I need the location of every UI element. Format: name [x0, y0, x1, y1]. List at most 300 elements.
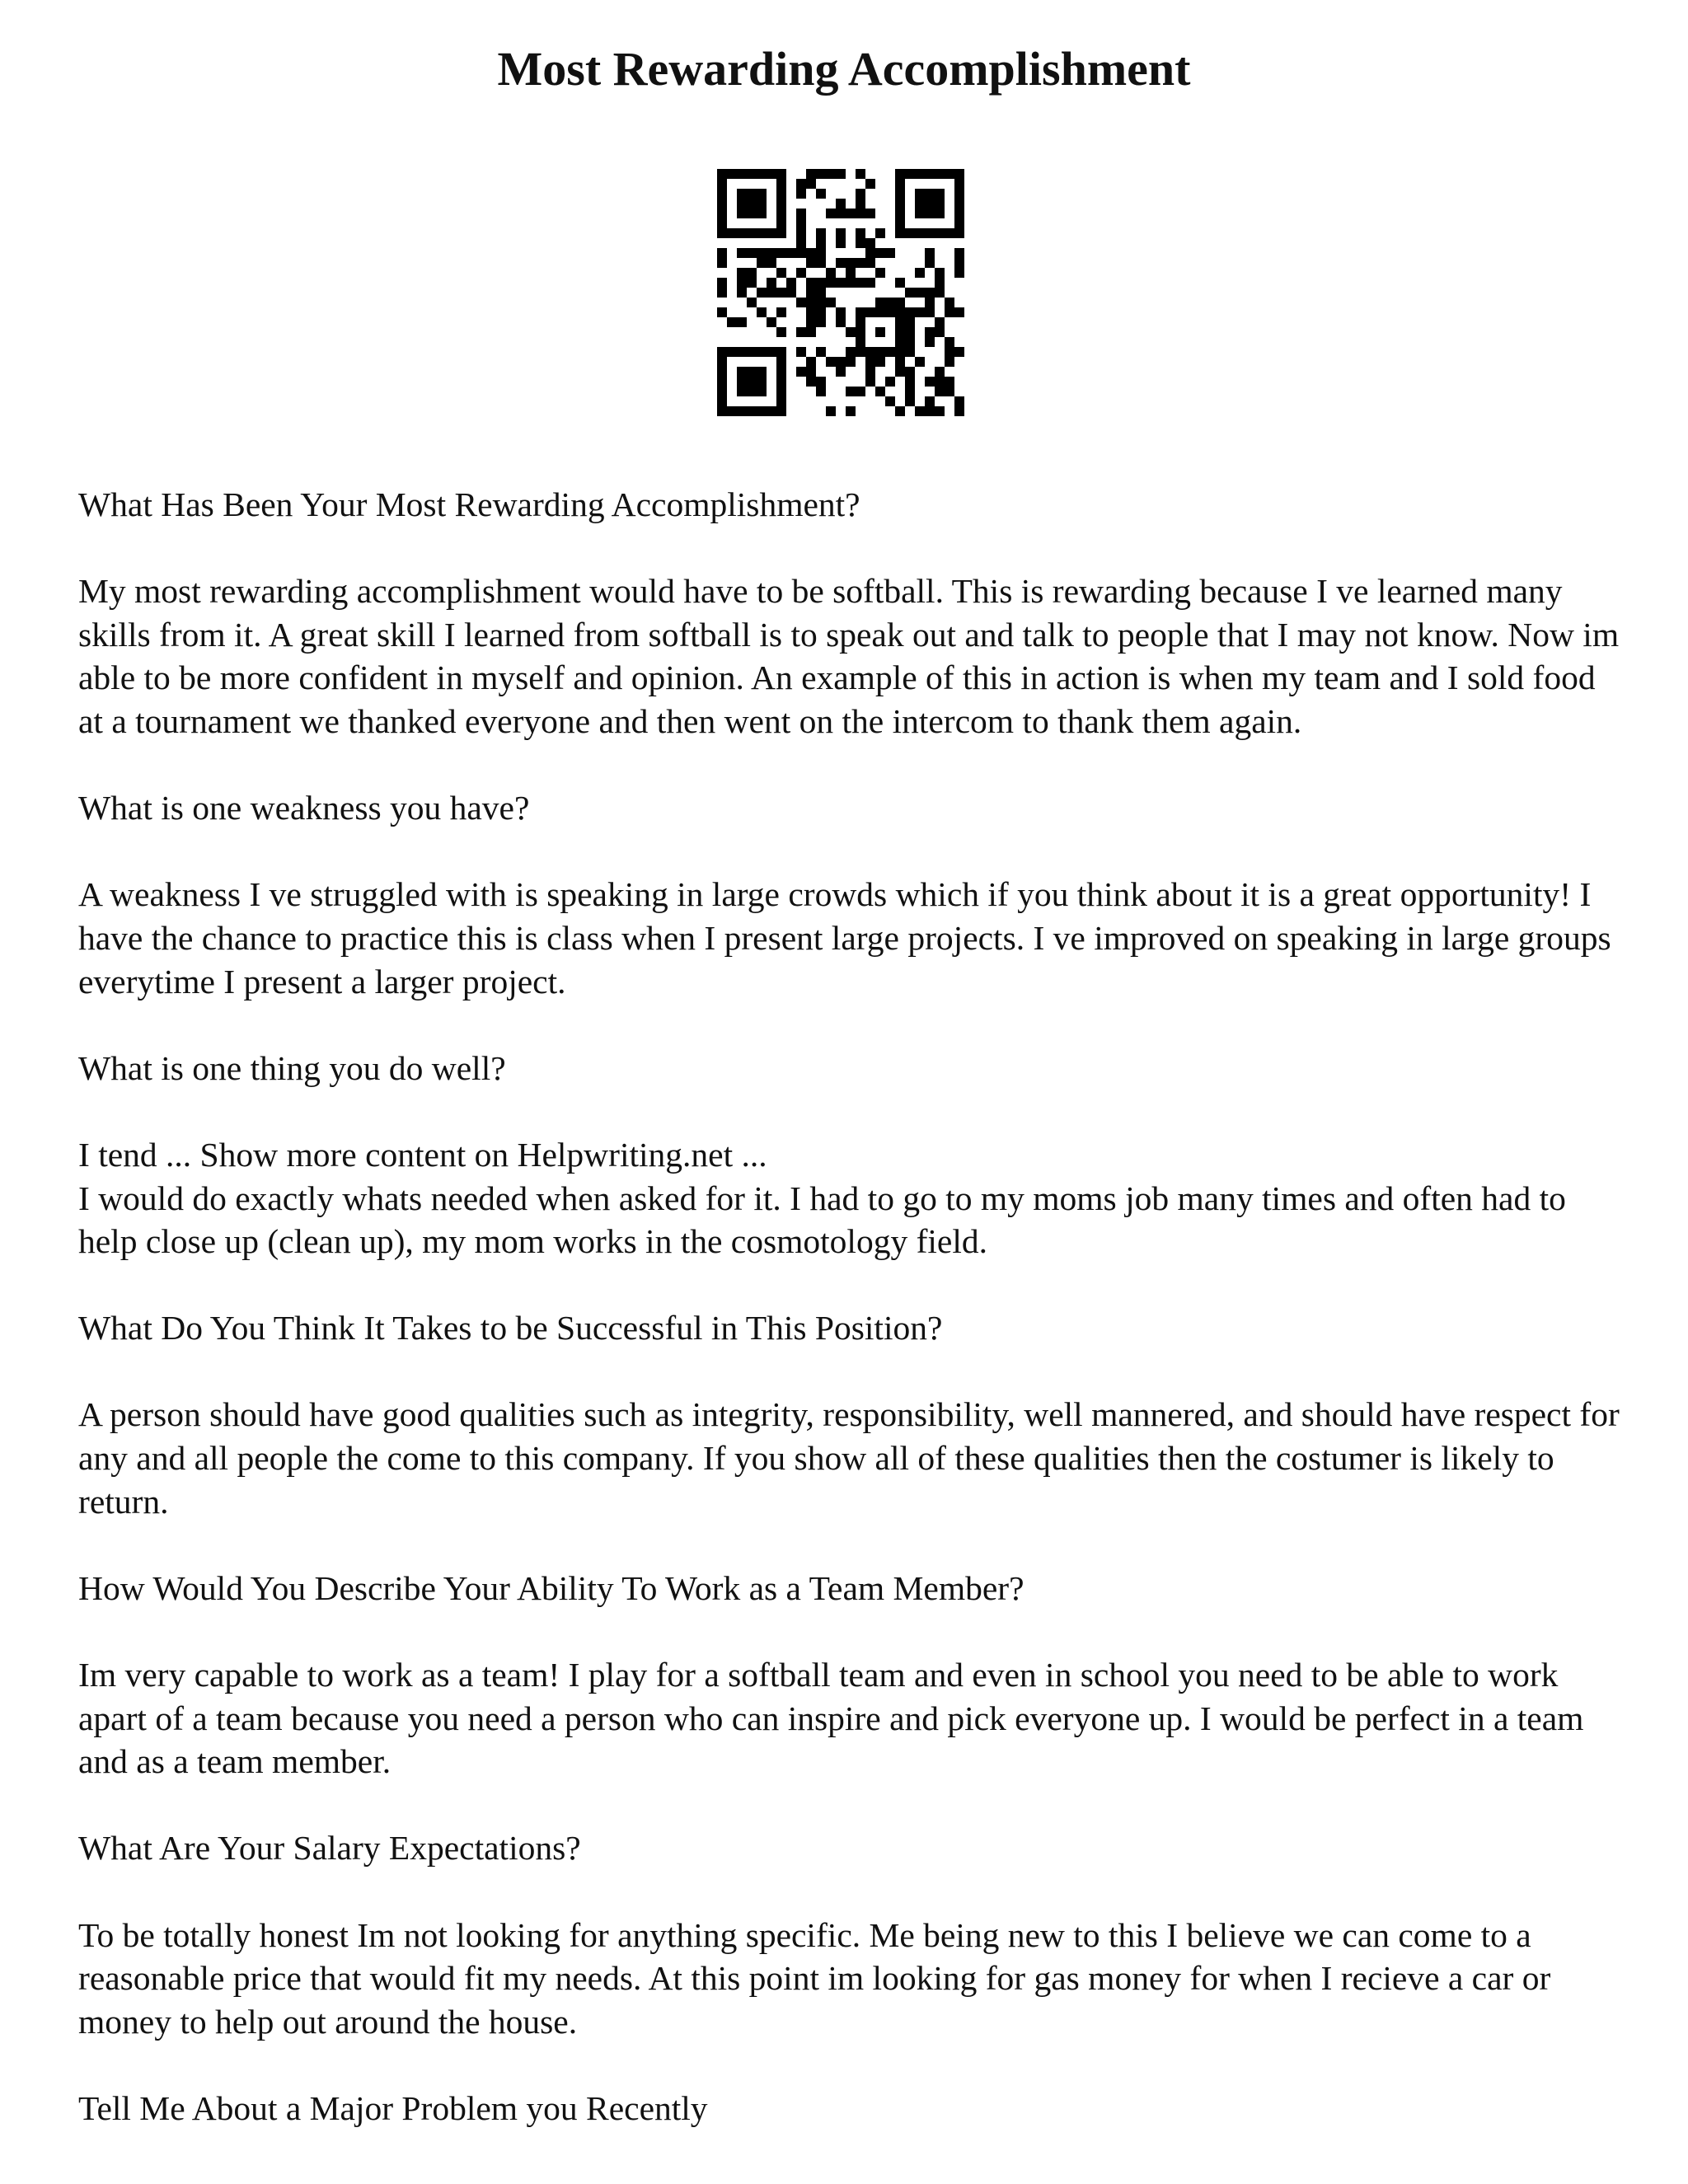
qr-module	[945, 228, 954, 238]
qr-module	[945, 307, 954, 317]
qr-module	[945, 357, 954, 367]
qr-module	[816, 238, 826, 248]
qr-module	[717, 248, 727, 258]
qr-module	[776, 347, 786, 357]
qr-module	[776, 199, 786, 209]
qr-module	[806, 377, 816, 387]
qr-module	[776, 248, 786, 258]
qr-module	[717, 406, 727, 416]
qr-module	[925, 406, 935, 416]
qr-module	[717, 347, 727, 357]
qr-module	[757, 248, 767, 258]
qr-module	[865, 209, 875, 218]
qr-module	[935, 406, 945, 416]
qr-module	[895, 209, 905, 218]
qr-module	[727, 228, 737, 238]
qr-module	[846, 209, 856, 218]
qr-module	[846, 327, 856, 337]
qr-module	[915, 288, 925, 298]
qr-module	[747, 347, 757, 357]
qr-module	[925, 396, 935, 406]
qr-module	[865, 179, 875, 189]
qr-module	[905, 377, 915, 387]
qr-module	[935, 268, 945, 278]
qr-module	[737, 288, 747, 298]
qr-module	[796, 179, 806, 189]
qr-module	[905, 367, 915, 377]
qr-module	[905, 327, 915, 337]
qr-module	[717, 377, 727, 387]
qr-module	[875, 327, 885, 337]
qr-module	[954, 228, 964, 238]
answer-3: I would do exactly whats needed when asked for it. I had to go to my moms job many times and often had to help close up (clean up), my mom works in the cosmotology field.	[78, 1179, 1566, 1261]
qr-module	[747, 248, 757, 258]
qr-module	[776, 387, 786, 396]
qr-module	[776, 307, 786, 317]
qr-module	[846, 258, 856, 268]
qr-module	[717, 169, 727, 179]
qr-module	[905, 317, 915, 327]
qr-module	[717, 228, 727, 238]
qr-module	[757, 209, 767, 218]
qr-module	[885, 377, 895, 387]
qr-module	[767, 228, 776, 238]
qr-module	[826, 298, 836, 307]
qr-module	[915, 268, 925, 278]
document-title: Most Rewarding Accomplishment	[497, 42, 1191, 96]
qr-module	[895, 298, 905, 307]
qr-module	[846, 268, 856, 278]
qr-module	[776, 288, 786, 298]
qr-module	[796, 268, 806, 278]
qr-module	[935, 288, 945, 298]
qr-module	[846, 347, 856, 357]
qr-module	[895, 278, 905, 288]
qr-module	[905, 337, 915, 347]
qr-module	[856, 238, 865, 248]
qr-module	[945, 387, 954, 396]
qr-module	[737, 406, 747, 416]
qr-module	[935, 169, 945, 179]
qr-module	[954, 396, 964, 406]
qr-module	[935, 387, 945, 396]
qr-module	[875, 248, 885, 258]
answer-6: To be totally honest Im not looking for anything specific. Me being new to this I believe we can come to a reasonable price that would fit my needs. At this point im looking for gas money for when I recieve a car or money to help out around the house.	[78, 1915, 1551, 2041]
qr-module	[895, 406, 905, 416]
qr-module	[806, 278, 816, 288]
qr-module	[905, 387, 915, 396]
qr-module	[737, 248, 747, 258]
qr-module	[806, 307, 816, 317]
qr-module	[846, 387, 856, 396]
qr-module	[717, 396, 727, 406]
qr-module	[717, 209, 727, 218]
qr-module	[945, 337, 954, 347]
qr-module	[905, 228, 915, 238]
qr-module	[836, 278, 846, 288]
qr-module	[806, 258, 816, 268]
qr-module	[875, 298, 885, 307]
qr-module	[757, 377, 767, 387]
qr-module	[806, 248, 816, 258]
qr-module	[856, 307, 865, 317]
qr-module	[925, 169, 935, 179]
qr-module	[757, 307, 767, 317]
answer-3-lead: I tend ... Show more content on Helpwriting.net ...	[78, 1135, 767, 1174]
qr-module	[875, 387, 885, 396]
qr-module	[875, 228, 885, 238]
qr-module	[776, 396, 786, 406]
qr-module	[717, 307, 727, 317]
qr-module	[856, 209, 865, 218]
qr-module	[796, 218, 806, 228]
qr-module	[717, 278, 727, 288]
qr-module	[727, 169, 737, 179]
qr-module	[875, 347, 885, 357]
qr-module	[776, 169, 786, 179]
qr-module	[836, 258, 846, 268]
qr-module	[875, 268, 885, 278]
qr-module	[856, 228, 865, 238]
qr-module	[806, 367, 816, 377]
qr-module	[776, 367, 786, 377]
qr-module	[954, 268, 964, 278]
qr-module	[767, 278, 776, 288]
qr-module	[935, 278, 945, 288]
qr-module	[925, 209, 935, 218]
qr-module	[885, 347, 895, 357]
qr-module	[836, 228, 846, 238]
qr-module	[954, 199, 964, 209]
qr-module	[846, 357, 856, 367]
answer-5: Im very capable to work as a team! I play for a softball team and even in school you need to be able to work apart of a team because you need a person who can inspire and pick everyone up. I would be perfect in a team and as a team member.	[78, 1656, 1584, 1781]
qr-module	[836, 317, 846, 327]
qr-module	[935, 228, 945, 238]
qr-module	[717, 179, 727, 189]
qr-module	[836, 367, 846, 377]
qr-module	[796, 367, 806, 377]
qr-module	[806, 317, 816, 327]
qr-module	[776, 357, 786, 367]
qr-module	[757, 387, 767, 396]
qr-module	[925, 377, 935, 387]
qr-module	[747, 298, 757, 307]
qr-module	[737, 347, 747, 357]
qr-module	[747, 278, 757, 288]
qr-module	[737, 278, 747, 288]
qr-module	[826, 268, 836, 278]
qr-module	[757, 228, 767, 238]
qr-module	[836, 199, 846, 209]
qr-module	[806, 288, 816, 298]
qr-module	[757, 189, 767, 199]
qr-module	[776, 209, 786, 218]
qr-module	[954, 406, 964, 416]
qr-module	[717, 218, 727, 228]
qr-module	[865, 278, 875, 288]
qr-module	[895, 189, 905, 199]
qr-module	[717, 189, 727, 199]
qr-module	[727, 347, 737, 357]
qr-module	[905, 169, 915, 179]
qr-module	[905, 288, 915, 298]
qr-module	[826, 406, 836, 416]
qr-module	[856, 199, 865, 209]
qr-module	[935, 199, 945, 209]
qr-module	[757, 258, 767, 268]
qr-module	[737, 189, 747, 199]
qr-module	[786, 248, 796, 258]
qr-module	[846, 406, 856, 416]
qr-module	[954, 189, 964, 199]
qr-module	[935, 317, 945, 327]
qr-module	[895, 199, 905, 209]
qr-module	[747, 169, 757, 179]
qr-module	[925, 298, 935, 307]
qr-module	[816, 228, 826, 238]
qr-module	[796, 209, 806, 218]
qr-module	[856, 258, 865, 268]
qr-module	[935, 327, 945, 337]
question-3: What is one thing you do well?	[78, 1048, 506, 1087]
qr-module	[885, 248, 895, 258]
qr-module	[717, 387, 727, 396]
qr-module	[865, 377, 875, 387]
qr-module	[796, 298, 806, 307]
qr-module	[786, 278, 796, 288]
qr-module	[747, 377, 757, 387]
qr-module	[747, 209, 757, 218]
qr-module	[954, 218, 964, 228]
qr-module	[895, 317, 905, 327]
qr-module	[816, 307, 826, 317]
qr-module	[895, 357, 905, 367]
qr-module	[816, 258, 826, 268]
qr-module	[875, 357, 885, 367]
qr-module	[954, 169, 964, 179]
qr-module	[757, 169, 767, 179]
qr-module	[717, 367, 727, 377]
qr-module	[895, 347, 905, 357]
qr-module	[925, 248, 935, 258]
qr-module	[856, 347, 865, 357]
qr-module	[737, 209, 747, 218]
question-4: What Do You Think It Takes to be Successful in This Position?	[78, 1309, 943, 1347]
qr-module	[836, 238, 846, 248]
qr-module	[865, 238, 875, 248]
qr-module	[925, 337, 935, 347]
qr-module	[895, 337, 905, 347]
qr-module	[895, 179, 905, 189]
qr-module	[737, 367, 747, 377]
qr-module	[747, 189, 757, 199]
qr-module	[757, 347, 767, 357]
qr-module	[954, 347, 964, 357]
qr-module	[737, 199, 747, 209]
qr-module	[895, 228, 905, 238]
qr-module	[776, 179, 786, 189]
answer-4: A person should have good qualities such as integrity, responsibility, well mannered, and should have respect for any and all people the come to this company. If you show all of these qualities then the costumer is likely to return.	[78, 1395, 1620, 1521]
qr-module	[816, 347, 826, 357]
qr-module	[806, 169, 816, 179]
qr-module	[727, 406, 737, 416]
qr-module	[885, 298, 895, 307]
question-5: How Would You Describe Your Ability To Work as a Team Member?	[78, 1568, 1025, 1607]
qr-module	[915, 209, 925, 218]
qr-module	[796, 189, 806, 199]
qr-module	[865, 357, 875, 367]
qr-module	[915, 199, 925, 209]
qr-module	[776, 406, 786, 416]
qr-module	[747, 199, 757, 209]
qr-module	[915, 307, 925, 317]
qr-module	[757, 406, 767, 416]
qr-module	[836, 357, 846, 367]
qr-module	[806, 357, 816, 367]
qr-module	[737, 387, 747, 396]
qr-module	[776, 268, 786, 278]
qr-module	[915, 228, 925, 238]
qr-module	[806, 298, 816, 307]
qr-module	[954, 248, 964, 258]
qr-module	[905, 347, 915, 357]
qr-module	[717, 357, 727, 367]
answer-2: A weakness I ve struggled with is speaking in large crowds which if you think about it is a great opportunity! I have the chance to practice this is class when I present large projects. I ve improved on speaking in large groups everytime I present a larger project.	[78, 875, 1611, 1001]
qr-module	[826, 278, 836, 288]
qr-module	[737, 317, 747, 327]
qr-module	[895, 169, 905, 179]
qr-module	[925, 189, 935, 199]
qr-module	[737, 377, 747, 387]
qr-module	[816, 288, 826, 298]
qr-module	[885, 307, 895, 317]
qr-module	[767, 248, 776, 258]
qr-module	[945, 377, 954, 387]
qr-module	[954, 179, 964, 189]
qr-module	[935, 209, 945, 218]
qr-module	[865, 307, 875, 317]
qr-module	[796, 248, 806, 258]
qr-module	[747, 228, 757, 238]
qr-module	[767, 347, 776, 357]
qr-module	[925, 307, 935, 317]
qr-module	[915, 189, 925, 199]
qr-module	[737, 268, 747, 278]
qr-module	[865, 367, 875, 377]
qr-module	[865, 347, 875, 357]
qr-module	[776, 218, 786, 228]
qr-module	[846, 278, 856, 288]
qr-module	[945, 169, 954, 179]
qr-module	[816, 278, 826, 288]
qr-module	[856, 387, 865, 396]
qr-module	[945, 298, 954, 307]
qr-module	[747, 367, 757, 377]
qr-module	[806, 327, 816, 337]
qr-module	[905, 396, 915, 406]
qr-module	[767, 258, 776, 268]
qr-module	[925, 288, 935, 298]
qr-module	[717, 199, 727, 209]
qr-module	[895, 367, 905, 377]
qr-module	[856, 189, 865, 199]
qr-module	[776, 327, 786, 337]
qr-module	[816, 317, 826, 327]
qr-module	[776, 189, 786, 199]
qr-module	[915, 406, 925, 416]
qr-module	[816, 169, 826, 179]
qr-module	[885, 396, 895, 406]
qr-module	[796, 347, 806, 357]
qr-module	[747, 387, 757, 396]
qr-module	[816, 248, 826, 258]
qr-module	[954, 258, 964, 268]
qr-module	[945, 347, 954, 357]
qr-module	[895, 327, 905, 337]
qr-module	[826, 357, 836, 367]
qr-module	[925, 199, 935, 209]
question-2: What is one weakness you have?	[78, 789, 530, 827]
qr-module	[935, 377, 945, 387]
qr-module	[925, 327, 935, 337]
question-1: What Has Been Your Most Rewarding Accomplishment?	[78, 485, 860, 523]
qr-module	[865, 258, 875, 268]
qr-module	[856, 317, 865, 327]
qr-module	[954, 307, 964, 317]
qr-module	[875, 307, 885, 317]
qr-module	[935, 189, 945, 199]
qr-code-icon	[717, 169, 964, 416]
answer-1: My most rewarding accomplishment would have to be softball. This is rewarding because I ve learned many skills from it. A great skill I learned from softball is to speak out and talk to people that I may not know. Now im able to be more confident in myself and opinion. An example of this in action is when my team and I sold food at a tournament we thanked everyone and then went on the intercom to thank them again.	[78, 572, 1620, 740]
qr-module	[895, 307, 905, 317]
qr-module	[717, 258, 727, 268]
qr-module	[895, 218, 905, 228]
qr-module	[836, 307, 846, 317]
qr-module	[757, 367, 767, 377]
qr-module	[806, 179, 816, 189]
qr-module	[816, 377, 826, 387]
qr-module	[816, 298, 826, 307]
qr-module	[856, 327, 865, 337]
qr-module	[717, 288, 727, 298]
qr-module	[737, 169, 747, 179]
qr-module	[915, 357, 925, 367]
qr-module	[856, 278, 865, 288]
qr-module	[727, 317, 737, 327]
qr-module	[796, 238, 806, 248]
qr-module	[915, 169, 925, 179]
qr-module	[905, 307, 915, 317]
qr-module	[786, 288, 796, 298]
qr-module	[776, 377, 786, 387]
qr-module	[747, 406, 757, 416]
qr-module	[865, 248, 875, 258]
question-7: Tell Me About a Major Problem you Recently	[78, 2088, 708, 2127]
qr-module	[767, 288, 776, 298]
qr-module	[796, 327, 806, 337]
qr-module	[796, 228, 806, 238]
qr-module	[954, 209, 964, 218]
qr-module	[816, 189, 826, 199]
question-6: What Are Your Salary Expectations?	[78, 1829, 581, 1868]
qr-module	[826, 209, 836, 218]
qr-module	[925, 258, 935, 268]
qr-module	[925, 228, 935, 238]
qr-module	[747, 268, 757, 278]
qr-module	[767, 317, 776, 327]
qr-module	[757, 288, 767, 298]
qr-module	[816, 387, 826, 396]
